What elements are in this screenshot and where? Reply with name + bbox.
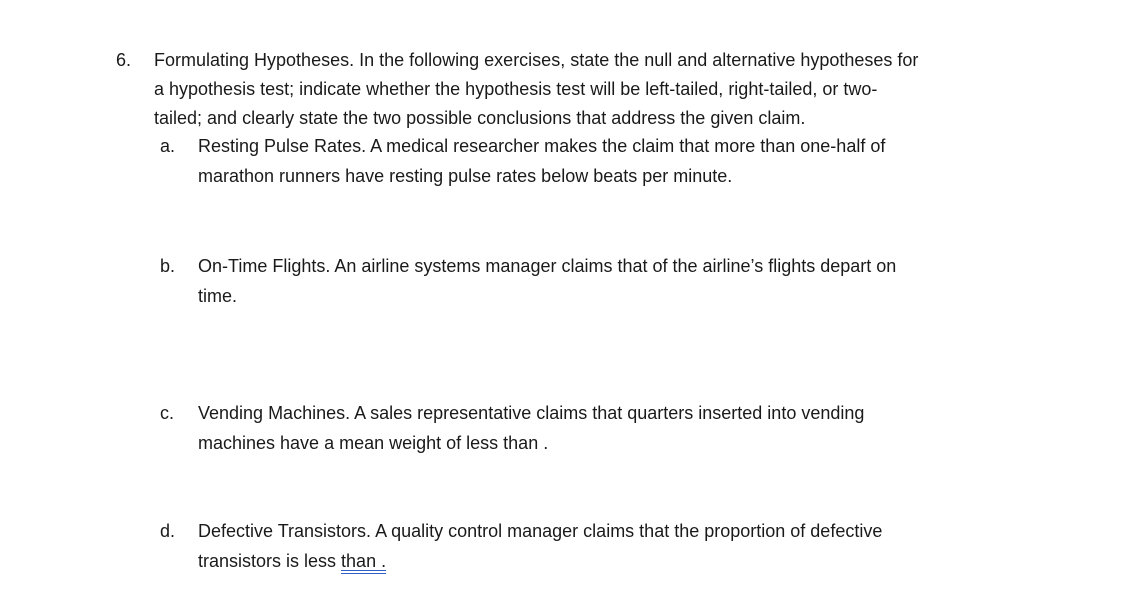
exercise-letter: c.: [160, 403, 175, 423]
exercise-line: time.: [198, 286, 238, 306]
exercise-line-prefix: transistors is less: [198, 551, 342, 571]
problem-instructions: [154, 46, 1054, 133]
exercise-text: [198, 131, 1018, 191]
exercise-line: machines have a mean weight of less than .: [198, 433, 549, 453]
exercise-text: [198, 516, 1018, 576]
instruction-line: Formulating Hypotheses. In the following exercises, state the null and alternative hypotheses for: [154, 50, 919, 70]
exercise-line: Defective Transistors. A quality control manager claims that the proportion of defective: [198, 521, 883, 541]
instruction-line: tailed; and clearly state the two possible conclusions that address the given claim.: [154, 108, 806, 128]
exercise-line: On-Time Flights. An airline systems manager claims that of the airline’s flights depart on: [198, 256, 897, 276]
exercise-line: [198, 546, 1018, 576]
spellcheck-underlined-text[interactable]: than .: [341, 551, 387, 571]
exercise-text: [198, 251, 1018, 311]
instruction-line: a hypothesis test; indicate whether the hypothesis test will be left-tailed, right-tailed, or two-: [154, 79, 878, 99]
exercise-line: marathon runners have resting pulse rates below beats per minute.: [198, 166, 733, 186]
exercise-line: Resting Pulse Rates. A medical researcher makes the claim that more than one-half of: [198, 136, 886, 156]
problem-number: 6.: [116, 50, 132, 70]
exercise-letter: b.: [160, 256, 176, 276]
exercise-letter: d.: [160, 521, 176, 541]
exercise-letter: a.: [160, 136, 176, 156]
exercise-text: [198, 398, 1018, 458]
exercise-line: Vending Machines. A sales representative claims that quarters inserted into vending: [198, 403, 865, 423]
